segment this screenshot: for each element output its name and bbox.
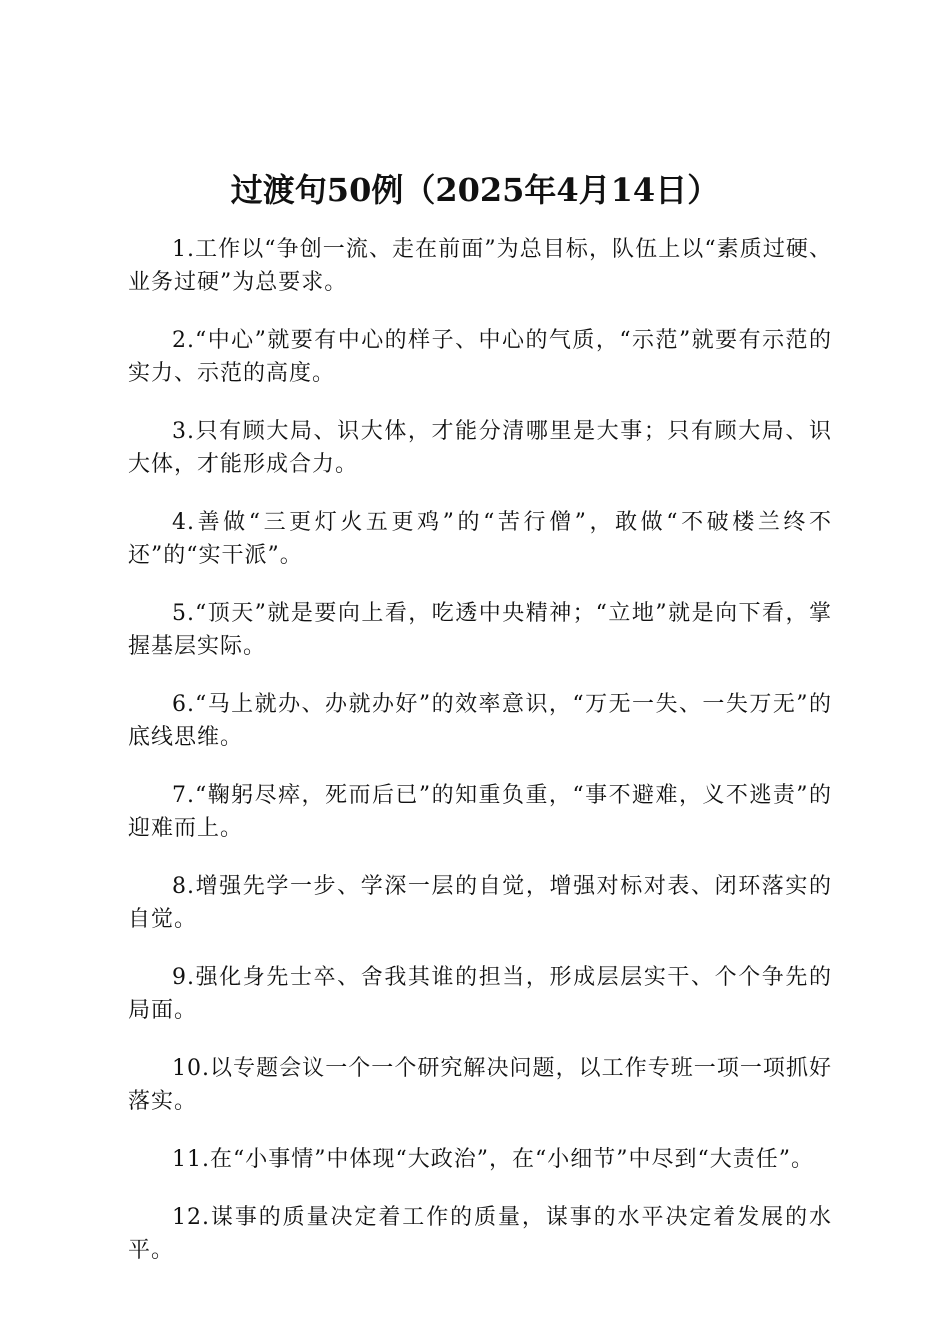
paragraph-5: 5.“顶天”就是要向上看，吃透中央精神；“立地”就是向下看，掌握基层实际。 <box>128 601 832 659</box>
paragraph-1: 1.工作以“争创一流、走在前面”为总目标，队伍上以“素质过硬、业务过硬”为总要求。 <box>128 237 832 295</box>
paragraph-10: 10.以专题会议一个一个研究解决问题，以工作专班一项一项抓好落实。 <box>128 1056 832 1114</box>
paragraph-2: 2.“中心”就要有中心的样子、中心的气质，“示范”就要有示范的实力、示范的高度。 <box>128 328 832 386</box>
paragraph-6: 6.“马上就办、办就办好”的效率意识，“万无一失、一失万无”的底线思维。 <box>128 692 832 750</box>
document-title: 过渡句50例（2025年4月14日） <box>230 171 720 209</box>
paragraph-7: 7.“鞠躬尽瘁，死而后已”的知重负重，“事不避难，义不逃责”的迎难而上。 <box>128 783 832 841</box>
paragraph-8: 8.增强先学一步、学深一层的自觉，增强对标对表、闭环落实的自觉。 <box>128 874 832 932</box>
paragraph-4: 4.善做“三更灯火五更鸡”的“苦行僧”，敢做“不破楼兰终不还”的“实干派”。 <box>128 510 832 568</box>
paragraph-11: 11.在“小事情”中体现“大政治”，在“小细节”中尽到“大责任”。 <box>172 1147 814 1172</box>
paragraph-9: 9.强化身先士卒、舍我其谁的担当，形成层层实干、个个争先的局面。 <box>128 965 832 1023</box>
paragraph-12: 12.谋事的质量决定着工作的质量，谋事的水平决定着发展的水平。 <box>128 1205 832 1263</box>
document-body <box>128 233 832 1292</box>
paragraph-3: 3.只有顾大局、识大体，才能分清哪里是大事；只有顾大局、识大体，才能形成合力。 <box>128 419 832 477</box>
